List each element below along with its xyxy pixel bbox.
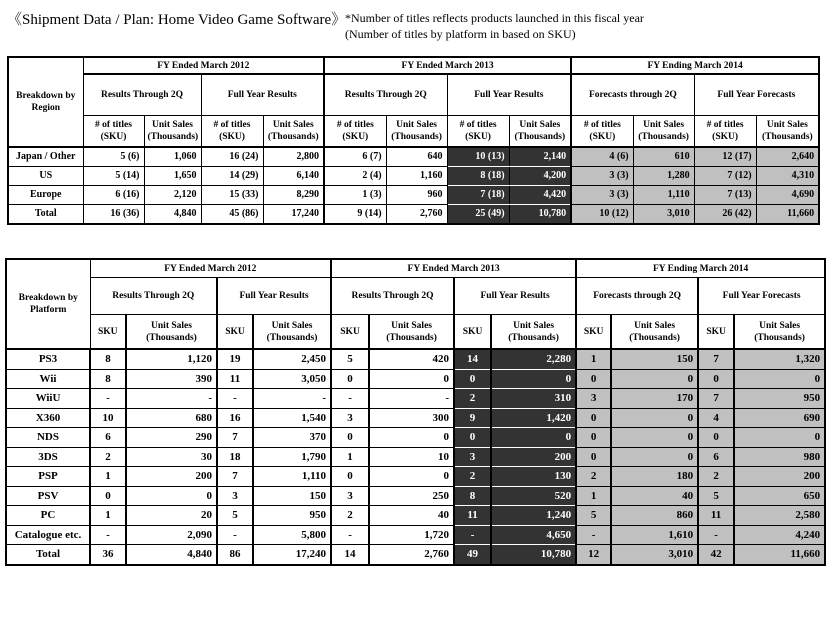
col-header-sku: SKU xyxy=(698,315,734,350)
table-cell: 640 xyxy=(386,147,447,167)
row-label: Europe xyxy=(8,186,83,205)
col-header-unit-sales: Unit Sales (Thousands) xyxy=(633,116,694,148)
col-header-unit-sales: Unit Sales (Thousands) xyxy=(509,116,571,148)
table-cell: 4,310 xyxy=(756,167,819,186)
table-cell: 25 (49) xyxy=(447,205,509,225)
table-cell: 49 xyxy=(454,545,491,565)
table-cell: 2 xyxy=(454,467,491,487)
table-cell: 11 xyxy=(454,506,491,526)
table-row xyxy=(6,389,825,409)
table-cell: 1,110 xyxy=(253,467,331,487)
region-corner-header: Breakdown by Region xyxy=(8,57,83,147)
period-header: Forecasts through 2Q xyxy=(576,278,698,315)
table-cell: 5 (14) xyxy=(83,167,144,186)
table-cell: 17,240 xyxy=(263,205,324,225)
table-cell: - xyxy=(331,389,369,409)
table-cell: 200 xyxy=(126,467,217,487)
table-cell: 6 xyxy=(90,428,126,448)
col-header-unit-sales: Unit Sales (Thousands) xyxy=(756,116,819,148)
table-cell: - xyxy=(331,525,369,545)
table-cell: 10 xyxy=(90,408,126,428)
col-header-titles: # of titles (SKU) xyxy=(201,116,263,148)
table-cell: 0 xyxy=(491,369,576,389)
table-cell: 6,140 xyxy=(263,167,324,186)
col-header-sku: SKU xyxy=(454,315,491,350)
table-cell: 15 (33) xyxy=(201,186,263,205)
table-cell: 0 xyxy=(331,428,369,448)
row-label: PSV xyxy=(6,486,90,506)
period-header: Full Year Results xyxy=(447,74,571,116)
table-cell: 11,660 xyxy=(734,545,825,565)
table-cell: 7 xyxy=(217,428,253,448)
table-cell: 2,580 xyxy=(734,506,825,526)
table-cell: 7 xyxy=(698,389,734,409)
table-cell: 310 xyxy=(491,389,576,409)
table-cell: 14 (29) xyxy=(201,167,263,186)
table-cell: - xyxy=(369,389,454,409)
table-cell: - xyxy=(126,389,217,409)
table-cell: 0 xyxy=(734,428,825,448)
table-cell: 5,800 xyxy=(253,525,331,545)
table-cell: 7 xyxy=(217,467,253,487)
table-cell: 8 xyxy=(90,369,126,389)
table-cell: - xyxy=(253,389,331,409)
table-cell: 1 xyxy=(90,467,126,487)
footnote-line-1: *Number of titles reflects products launched in this fiscal year xyxy=(345,11,644,25)
table-cell: 6 (16) xyxy=(83,186,144,205)
table-cell: 3 xyxy=(331,486,369,506)
table-row xyxy=(6,525,825,545)
row-label: 3DS xyxy=(6,447,90,467)
table-cell: 19 xyxy=(217,349,253,369)
table-cell: 3,010 xyxy=(611,545,698,565)
table-cell: 0 xyxy=(331,369,369,389)
page-title: 《Shipment Data / Plan: Home Video Game Software》 xyxy=(7,12,347,28)
table-cell: 11 xyxy=(698,506,734,526)
table-cell: 4 xyxy=(698,408,734,428)
table-row xyxy=(6,349,825,369)
table-cell: 10 (13) xyxy=(447,147,509,167)
table-cell: 0 xyxy=(576,408,611,428)
table-cell: 1,720 xyxy=(369,525,454,545)
table-row xyxy=(8,205,819,225)
table-cell: 42 xyxy=(698,545,734,565)
table-cell: 4 (6) xyxy=(571,147,633,167)
table-cell: 0 xyxy=(90,486,126,506)
table-cell: 0 xyxy=(369,428,454,448)
table-cell: 5 xyxy=(331,349,369,369)
table-cell: 36 xyxy=(90,545,126,565)
table-cell: 3 xyxy=(217,486,253,506)
period-header: Full Year Results xyxy=(454,278,576,315)
row-label: Total xyxy=(6,545,90,565)
fy-2013-header: FY Ended March 2013 xyxy=(331,259,576,278)
table-cell: 10,780 xyxy=(491,545,576,565)
table-cell: 0 xyxy=(331,467,369,487)
table-cell: 1 xyxy=(576,349,611,369)
table-cell: 0 xyxy=(369,369,454,389)
period-header: Full Year Forecasts xyxy=(698,278,825,315)
table-cell: 7 (12) xyxy=(694,167,756,186)
table-cell: 8 xyxy=(90,349,126,369)
table-cell: 520 xyxy=(491,486,576,506)
col-header-titles: # of titles (SKU) xyxy=(447,116,509,148)
col-header-unit-sales: Unit Sales (Thousands) xyxy=(369,315,454,350)
period-header: Full Year Results xyxy=(217,278,331,315)
table-cell: 4,200 xyxy=(509,167,571,186)
table-cell: 8,290 xyxy=(263,186,324,205)
period-header: Results Through 2Q xyxy=(83,74,201,116)
table-cell: 5 xyxy=(217,506,253,526)
table-cell: 2,140 xyxy=(509,147,571,167)
table-cell: 9 (14) xyxy=(324,205,386,225)
col-header-sku: SKU xyxy=(576,315,611,350)
table-cell: 690 xyxy=(734,408,825,428)
col-header-unit-sales: Unit Sales (Thousands) xyxy=(263,116,324,148)
table-cell: 6 xyxy=(698,447,734,467)
row-label: Catalogue etc. xyxy=(6,525,90,545)
table-cell: 2 xyxy=(454,389,491,409)
table-cell: 0 xyxy=(734,369,825,389)
table-cell: 0 xyxy=(611,408,698,428)
region-table xyxy=(7,56,820,225)
row-label: NDS xyxy=(6,428,90,448)
table-row xyxy=(8,167,819,186)
fy-2014-header: FY Ending March 2014 xyxy=(576,259,825,278)
table-cell: 11 xyxy=(217,369,253,389)
table-cell: 4,420 xyxy=(509,186,571,205)
table-cell: 950 xyxy=(734,389,825,409)
table-cell: - xyxy=(217,389,253,409)
table-cell: 3 xyxy=(454,447,491,467)
table-cell: - xyxy=(576,525,611,545)
col-header-sku: SKU xyxy=(90,315,126,350)
table-cell: 18 xyxy=(217,447,253,467)
table-cell: 1,610 xyxy=(611,525,698,545)
row-label: Wii xyxy=(6,369,90,389)
table-cell: 0 xyxy=(611,428,698,448)
row-label: US xyxy=(8,167,83,186)
table-cell: 290 xyxy=(126,428,217,448)
table-cell: 1 xyxy=(90,506,126,526)
table-cell: 17,240 xyxy=(253,545,331,565)
table-cell: 2,090 xyxy=(126,525,217,545)
table-cell: 1,790 xyxy=(253,447,331,467)
col-header-unit-sales: Unit Sales (Thousands) xyxy=(386,116,447,148)
table-row xyxy=(6,467,825,487)
table-cell: 1,060 xyxy=(144,147,201,167)
table-cell: 1,160 xyxy=(386,167,447,186)
table-cell: 4,240 xyxy=(734,525,825,545)
period-header: Full Year Forecasts xyxy=(694,74,819,116)
table-row xyxy=(6,506,825,526)
table-cell: 8 xyxy=(454,486,491,506)
table-cell: 16 (36) xyxy=(83,205,144,225)
table-row xyxy=(6,408,825,428)
table-cell: 150 xyxy=(611,349,698,369)
col-header-unit-sales: Unit Sales (Thousands) xyxy=(144,116,201,148)
col-header-titles: # of titles (SKU) xyxy=(571,116,633,148)
row-label: PS3 xyxy=(6,349,90,369)
col-header-unit-sales: Unit Sales (Thousands) xyxy=(734,315,825,350)
table-cell: 7 (18) xyxy=(447,186,509,205)
table-cell: 20 xyxy=(126,506,217,526)
table-cell: 8 (18) xyxy=(447,167,509,186)
table-cell: 0 xyxy=(576,447,611,467)
table-cell: 0 xyxy=(491,428,576,448)
table-row xyxy=(6,447,825,467)
table-cell: - xyxy=(454,525,491,545)
table-cell: 0 xyxy=(454,369,491,389)
row-label: PC xyxy=(6,506,90,526)
table-row xyxy=(6,369,825,389)
table-cell: 4,650 xyxy=(491,525,576,545)
table-cell: 16 xyxy=(217,408,253,428)
table-cell: 14 xyxy=(331,545,369,565)
table-cell: 180 xyxy=(611,467,698,487)
table-cell: 3,010 xyxy=(633,205,694,225)
table-cell: 2 (4) xyxy=(324,167,386,186)
period-header: Forecasts through 2Q xyxy=(571,74,694,116)
table-cell: 680 xyxy=(126,408,217,428)
table-cell: 2,760 xyxy=(386,205,447,225)
table-cell: 12 xyxy=(576,545,611,565)
table-cell: 3 xyxy=(331,408,369,428)
table-cell: 2 xyxy=(331,506,369,526)
col-header-unit-sales: Unit Sales (Thousands) xyxy=(611,315,698,350)
platform-corner-header: Breakdown by Platform xyxy=(6,259,90,349)
table-cell: - xyxy=(698,525,734,545)
table-cell: 1,280 xyxy=(633,167,694,186)
table-cell: 2,640 xyxy=(756,147,819,167)
table-cell: 860 xyxy=(611,506,698,526)
table-cell: 4,690 xyxy=(756,186,819,205)
table-cell: 7 (13) xyxy=(694,186,756,205)
table-cell: 14 xyxy=(454,349,491,369)
table-cell: 12 (17) xyxy=(694,147,756,167)
row-label: Total xyxy=(8,205,83,225)
table-cell: 0 xyxy=(126,486,217,506)
row-label: Japan / Other xyxy=(8,147,83,167)
table-cell: 10 xyxy=(369,447,454,467)
table-cell: 2 xyxy=(90,447,126,467)
table-cell: 1,240 xyxy=(491,506,576,526)
table-cell: 5 (6) xyxy=(83,147,144,167)
table-cell: 5 xyxy=(698,486,734,506)
table-cell: 0 xyxy=(611,369,698,389)
table-cell: 3 (3) xyxy=(571,186,633,205)
row-label: WiiU xyxy=(6,389,90,409)
table-cell: 0 xyxy=(611,447,698,467)
col-header-titles: # of titles (SKU) xyxy=(324,116,386,148)
table-cell: 0 xyxy=(454,428,491,448)
fy-2012-header: FY Ended March 2012 xyxy=(83,57,324,74)
table-cell: 1 (3) xyxy=(324,186,386,205)
table-cell: 300 xyxy=(369,408,454,428)
table-row xyxy=(8,186,819,205)
table-cell: 2,760 xyxy=(369,545,454,565)
table-cell: 170 xyxy=(611,389,698,409)
table-cell: 45 (86) xyxy=(201,205,263,225)
table-cell: 150 xyxy=(253,486,331,506)
table-cell: 2 xyxy=(576,467,611,487)
table-cell: 950 xyxy=(253,506,331,526)
footnote-line-2: (Number of titles by platform in based on SKU) xyxy=(345,27,576,41)
footnote xyxy=(345,10,644,42)
table-cell: 0 xyxy=(576,428,611,448)
table-cell: 6 (7) xyxy=(324,147,386,167)
table-cell: 250 xyxy=(369,486,454,506)
table-cell: 200 xyxy=(734,467,825,487)
table-cell: 1,320 xyxy=(734,349,825,369)
table-cell: 2 xyxy=(698,467,734,487)
col-header-unit-sales: Unit Sales (Thousands) xyxy=(126,315,217,350)
table-cell: - xyxy=(217,525,253,545)
table-cell: 1 xyxy=(576,486,611,506)
table-cell: 9 xyxy=(454,408,491,428)
table-cell: 2,120 xyxy=(144,186,201,205)
table-cell: 3 xyxy=(576,389,611,409)
period-header: Results Through 2Q xyxy=(90,278,217,315)
period-header: Results Through 2Q xyxy=(324,74,447,116)
table-row xyxy=(6,545,825,565)
row-label: PSP xyxy=(6,467,90,487)
table-cell: 0 xyxy=(698,369,734,389)
table-cell: 40 xyxy=(369,506,454,526)
table-cell: 10,780 xyxy=(509,205,571,225)
table-row xyxy=(6,428,825,448)
table-cell: 3 (3) xyxy=(571,167,633,186)
col-header-titles: # of titles (SKU) xyxy=(83,116,144,148)
table-cell: 7 xyxy=(698,349,734,369)
table-cell: 1,420 xyxy=(491,408,576,428)
table-cell: 2,800 xyxy=(263,147,324,167)
table-cell: 26 (42) xyxy=(694,205,756,225)
table-cell: 0 xyxy=(576,369,611,389)
fy-2014-header: FY Ending March 2014 xyxy=(571,57,819,74)
table-cell: 1,540 xyxy=(253,408,331,428)
table-cell: - xyxy=(90,525,126,545)
table-cell: 1 xyxy=(331,447,369,467)
table-cell: 420 xyxy=(369,349,454,369)
table-cell: 130 xyxy=(491,467,576,487)
table-cell: 390 xyxy=(126,369,217,389)
table-cell: 2,450 xyxy=(253,349,331,369)
fy-2013-header: FY Ended March 2013 xyxy=(324,57,571,74)
table-cell: 4,840 xyxy=(126,545,217,565)
table-cell: 11,660 xyxy=(756,205,819,225)
col-header-titles: # of titles (SKU) xyxy=(694,116,756,148)
table-cell: 200 xyxy=(491,447,576,467)
table-cell: 1,110 xyxy=(633,186,694,205)
table-cell: 86 xyxy=(217,545,253,565)
table-cell: 0 xyxy=(698,428,734,448)
table-cell: 1,120 xyxy=(126,349,217,369)
fy-2012-header: FY Ended March 2012 xyxy=(90,259,331,278)
table-cell: - xyxy=(90,389,126,409)
col-header-unit-sales: Unit Sales (Thousands) xyxy=(253,315,331,350)
table-cell: 650 xyxy=(734,486,825,506)
table-cell: 980 xyxy=(734,447,825,467)
table-cell: 4,840 xyxy=(144,205,201,225)
table-row xyxy=(8,147,819,167)
table-cell: 40 xyxy=(611,486,698,506)
period-header: Full Year Results xyxy=(201,74,324,116)
table-cell: 1,650 xyxy=(144,167,201,186)
table-cell: 960 xyxy=(386,186,447,205)
col-header-sku: SKU xyxy=(217,315,253,350)
table-cell: 5 xyxy=(576,506,611,526)
col-header-sku: SKU xyxy=(331,315,369,350)
table-cell: 610 xyxy=(633,147,694,167)
table-row xyxy=(6,486,825,506)
platform-table xyxy=(5,258,826,566)
row-label: X360 xyxy=(6,408,90,428)
table-cell: 370 xyxy=(253,428,331,448)
col-header-unit-sales: Unit Sales (Thousands) xyxy=(491,315,576,350)
table-cell: 10 (12) xyxy=(571,205,633,225)
table-cell: 0 xyxy=(369,467,454,487)
table-cell: 3,050 xyxy=(253,369,331,389)
period-header: Results Through 2Q xyxy=(331,278,454,315)
table-cell: 30 xyxy=(126,447,217,467)
table-cell: 2,280 xyxy=(491,349,576,369)
table-cell: 16 (24) xyxy=(201,147,263,167)
